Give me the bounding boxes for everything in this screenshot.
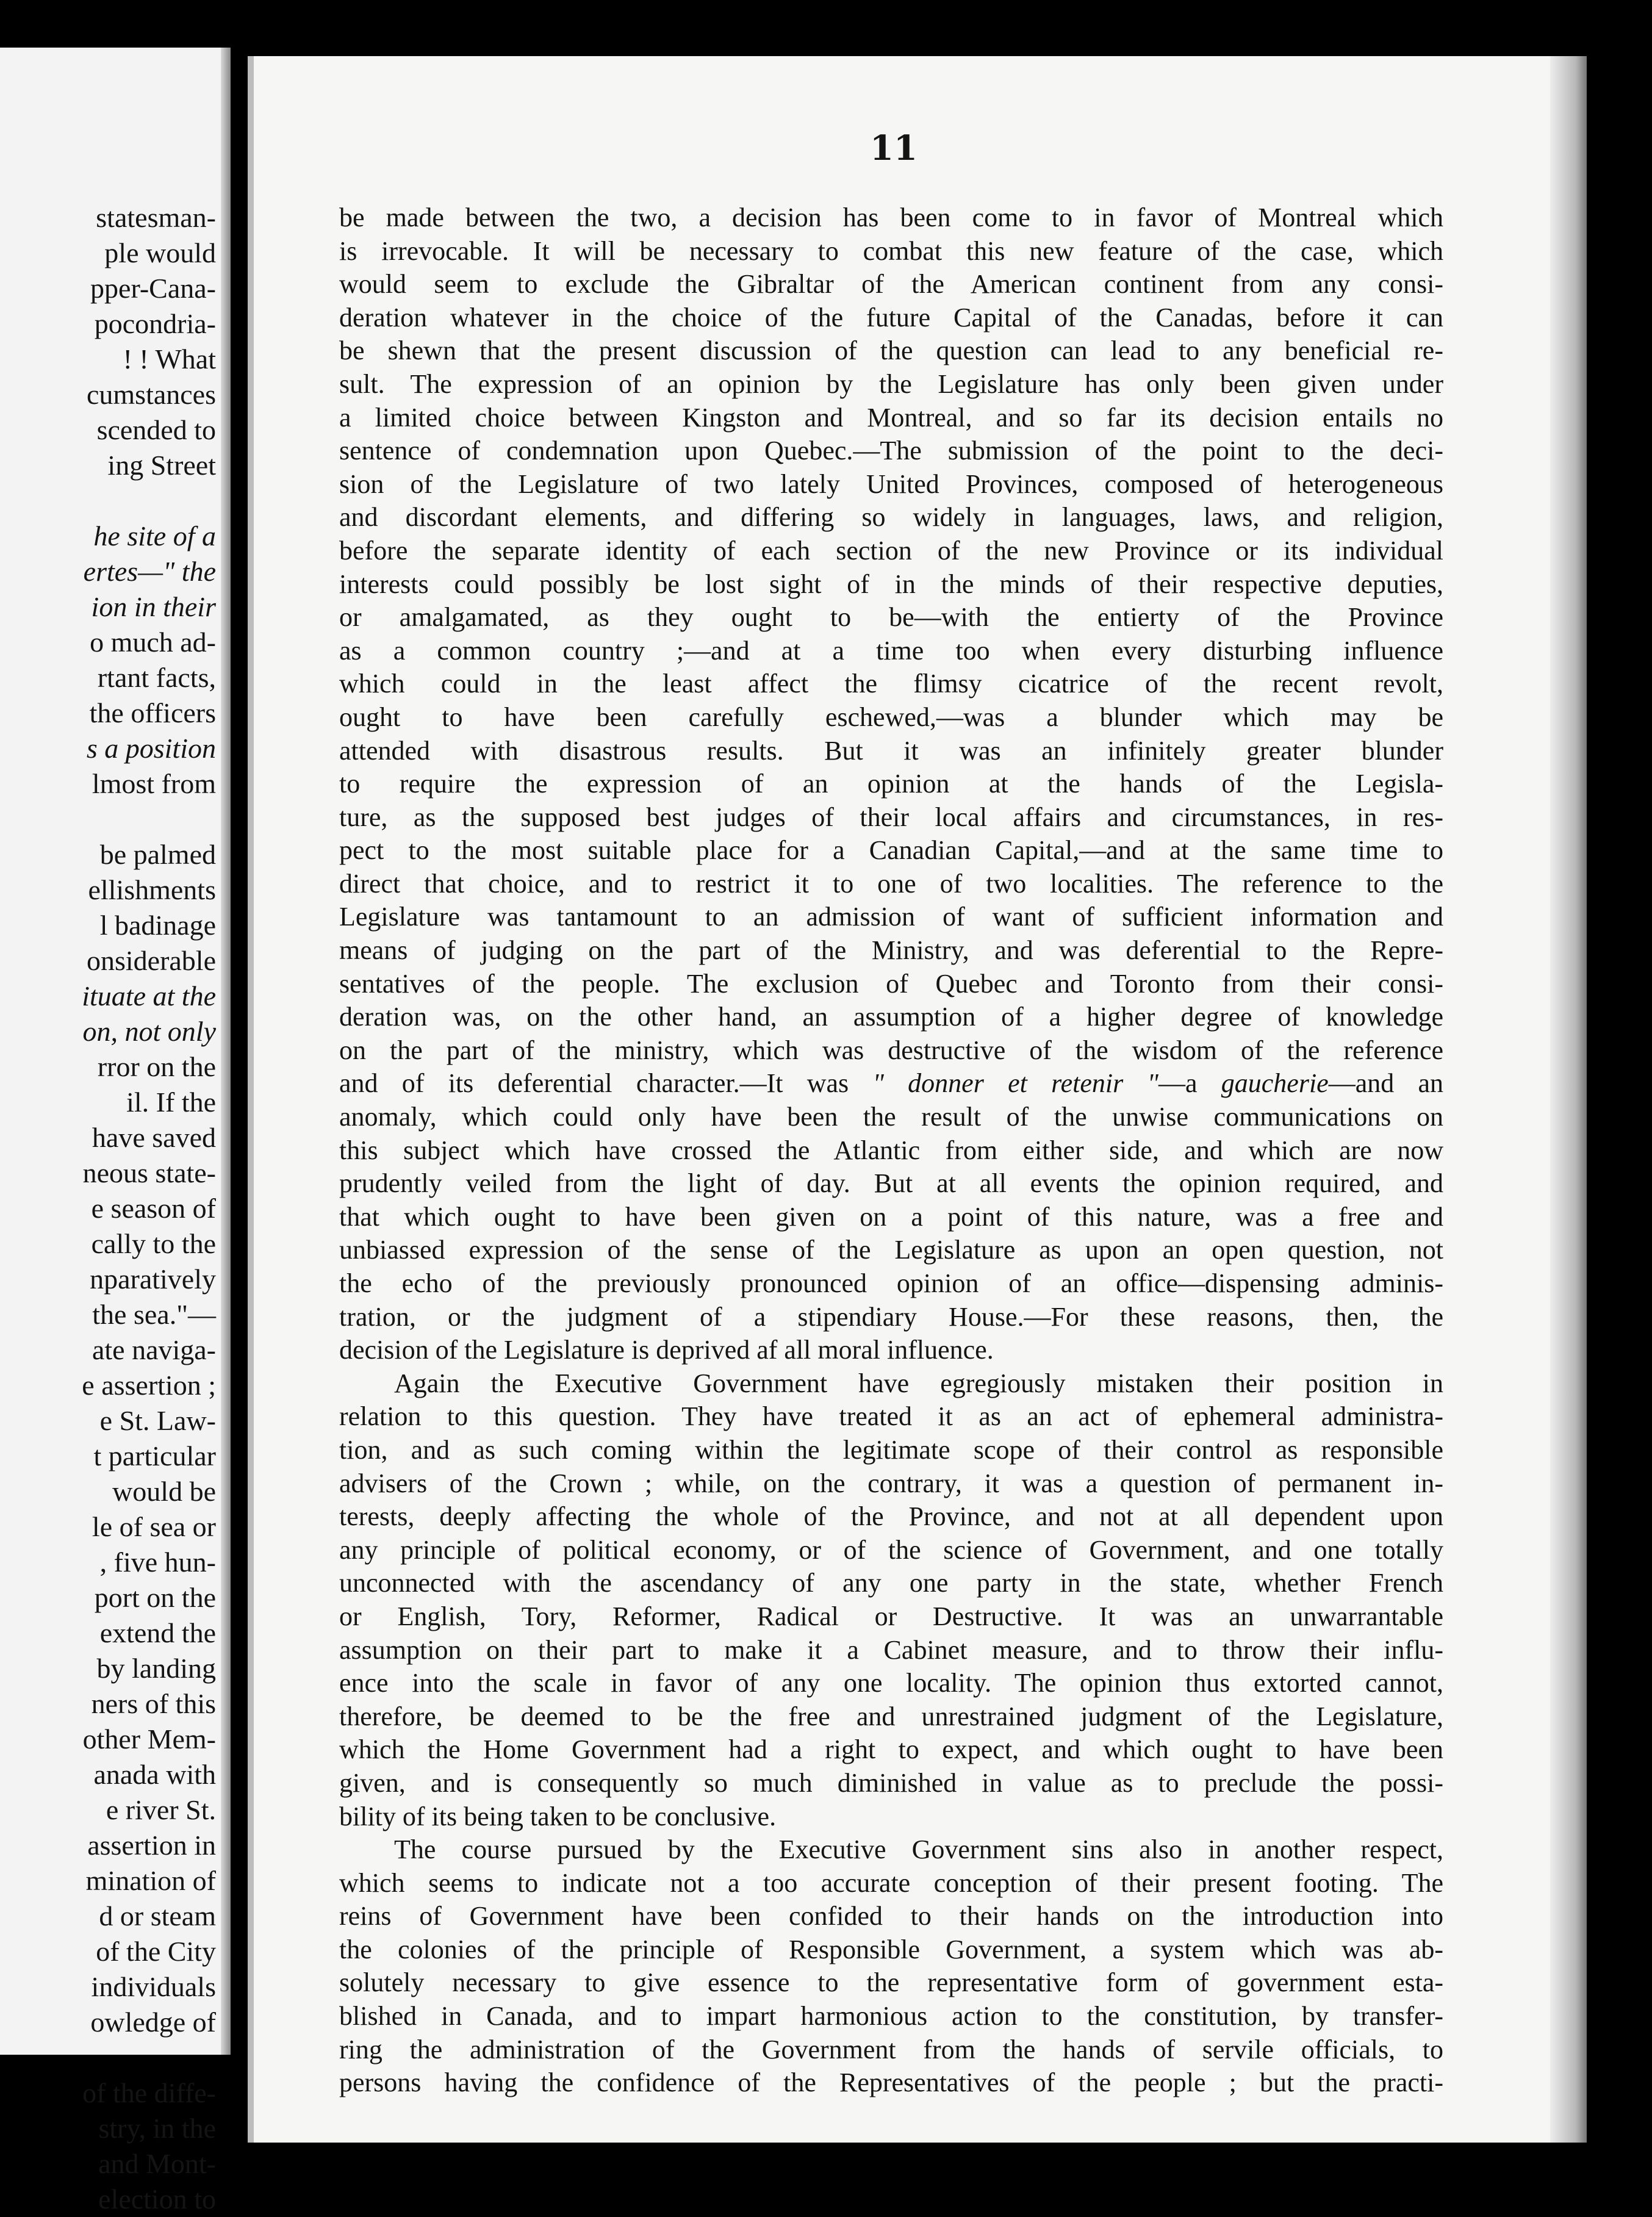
text-line: tration, or the judgment of a stipendiary House.—For these reasons, then, the [339, 1301, 1443, 1332]
facing-page-line: ate naviga- [92, 1334, 216, 1365]
facing-page-line [0, 483, 221, 519]
facing-page-line: , five hun- [99, 1547, 216, 1578]
text-line: which the Home Government had a right to expect, and which ought to have been [339, 1734, 1443, 1765]
text-line: ture, as the supposed best judges of their local affairs and circumstances, in res- [339, 802, 1443, 832]
facing-page-line: ituate at the [82, 980, 216, 1011]
text-line: ence into the scale in favor of any one locality. The opinion thus extorted cannot, [339, 1668, 1443, 1698]
facing-page-line: ion in their [91, 591, 216, 622]
text-line: before the separate identity of each section of the new Province or its individual [339, 535, 1443, 566]
facing-page-line: t particular [93, 1440, 216, 1471]
facing-page-line: have saved [92, 1122, 216, 1153]
facing-page-line: rtant facts, [97, 662, 216, 693]
italic-phrase: gaucherie [1221, 1068, 1329, 1099]
paragraph-1-continued [339, 1101, 1443, 1367]
facing-page-line: l badinage [99, 910, 216, 941]
text-line: bility of its being taken to be conclusive. [339, 1801, 777, 1831]
facing-page-line: of the diffe- [82, 2077, 216, 2108]
text-line: that which ought to have been given on a point of this nature, was a free and [339, 1201, 1443, 1232]
text-line: deration whatever in the choice of the future Capital of the Canadas, before it can [339, 302, 1443, 332]
text-line: reins of Government have been confided to their hands on the introduction into [339, 1901, 1443, 1931]
facing-page-line: e river St. [106, 1794, 216, 1825]
facing-page-line: port on the [94, 1582, 216, 1613]
facing-page-line: d or steam [99, 1900, 216, 1931]
text-line: prudently veiled from the light of day. But at all events the opinion required, and [339, 1168, 1443, 1199]
text-line: which could in the least affect the flimsy cicatrice of the recent revolt, [339, 669, 1443, 699]
text-line: on the part of the ministry, which was destructive of the wisdom of the reference [339, 1035, 1443, 1065]
paragraph-3 [339, 1833, 1443, 2100]
page-number: 11 [870, 128, 918, 168]
facing-page-line: onsiderable [86, 945, 216, 976]
text-line: assumption on their part to make it a Cabinet measure, and to throw their influ- [339, 1634, 1443, 1665]
text-line: and discordant elements, and differing so widely in languages, laws, and religion, [339, 502, 1443, 533]
page-edge [1550, 56, 1587, 2143]
text-line-segment: —and an [1328, 1068, 1444, 1099]
text-line: pect to the most suitable place for a Canadian Capital,—and at the same time to [339, 835, 1443, 866]
facing-page-line: mination of [85, 1865, 216, 1896]
text-line: be shewn that the present discussion of the question can lead to any beneficial re- [339, 336, 1443, 366]
page-gutter [248, 56, 254, 2143]
text-line: this subject which have crossed the Atlantic from either side, and which are now [339, 1135, 1443, 1165]
text-line: terests, deeply affecting the whole of the Province, and not at all dependent upon [339, 1501, 1443, 1532]
facing-page-line: pocondria- [94, 308, 216, 339]
text-line: Legislature was tantamount to an admission of want of sufficient information and [339, 902, 1443, 932]
facing-page-line: le of sea or [92, 1511, 216, 1542]
text-line: decision of the Legislature is deprived af all moral influence. [339, 1335, 994, 1365]
text-line-segment: —a [1158, 1068, 1198, 1099]
body-text [339, 201, 1443, 2100]
text-line: The course pursued by the Executive Government sins also in another respect, [394, 1834, 1443, 1865]
text-line: direct that choice, and to restrict it to one of two localities. The reference to the [339, 868, 1443, 899]
text-line: advisers of the Crown ; while, on the contrary, it was a question of permanent in- [339, 1468, 1443, 1498]
text-line: would seem to exclude the Gibraltar of the American continent from any consi- [339, 269, 1443, 300]
facing-page-line: ners of this [91, 1688, 216, 1719]
text-line: be made between the two, a decision has been come to in favor of Montreal which [339, 203, 1443, 232]
facing-page-line: the officers [89, 697, 216, 728]
paragraph-2 [339, 1367, 1443, 1833]
text-line: to require the expression of an opinion at the hands of the Legisla- [339, 769, 1443, 799]
page [248, 56, 1587, 2143]
facing-page-line: of the City [96, 1936, 216, 1967]
text-line-segment: and of its deferential character.—It was [339, 1068, 849, 1099]
facing-page-line: assertion in [87, 1830, 216, 1861]
facing-page-line: statesman- [96, 202, 216, 233]
facing-page-line: ertes—" the [83, 556, 216, 587]
facing-page-line: election to [98, 2183, 216, 2215]
facing-page-line: lmost from [92, 768, 216, 799]
text-line: interests could possibly be lost sight of in the minds of their respective deputies, [339, 569, 1443, 599]
text-line: persons having the confidence of the Representatives of the people ; but the practi- [339, 2068, 1443, 2098]
text-line: ring the administration of the Government from the hands of servile officials, to [339, 2034, 1443, 2064]
text-line: which seems to indicate not a too accurate conception of their present footing. The [339, 1867, 1443, 1898]
facing-page-line: s a position [86, 733, 216, 764]
text-line: is irrevocable. It will be necessary to combat this new feature of the case, which [339, 235, 1443, 266]
facing-page-line: would be [112, 1476, 216, 1507]
text-line: or amalgamated, as they ought to be—with the entierty of the Province [339, 602, 1443, 633]
text-line: or English, Tory, Reformer, Radical or Destructive. It was an unwarrantable [339, 1601, 1443, 1631]
facing-page-line: by landing [96, 1653, 216, 1684]
facing-page-line: and Mont- [98, 2148, 216, 2179]
text-line: unconnected with the ascendancy of any one party in the state, whether French [339, 1568, 1443, 1598]
text-line: therefore, be deemed to be the free and unrestrained judgment of the Legislature, [339, 1701, 1443, 1731]
text-line: tion, and as such coming within the legitimate scope of their control as responsible [339, 1434, 1443, 1465]
text-line: unbiassed expression of the sense of the Legislature as upon an open question, not [339, 1235, 1443, 1265]
text-line: Again the Executive Government have egregiously mistaken their position in [394, 1368, 1443, 1398]
facing-page-line: ! ! What [123, 343, 216, 375]
text-line: solutely necessary to give essence to the representative form of government esta- [339, 1967, 1443, 1998]
text-line: as a common country ;—and at a time too when every disturbing influence [339, 635, 1443, 666]
facing-page-line: extend the [99, 1617, 216, 1648]
facing-page-line: scended to [96, 414, 216, 445]
text-line: sentence of condemnation upon Quebec.—The submission of the point to the deci- [339, 436, 1443, 466]
text-line: given, and is consequently so much diminished in value as to preclude the possi- [339, 1767, 1443, 1798]
text-line: relation to this question. They have treated it as an act of ephemeral administra- [339, 1401, 1443, 1432]
text-line: means of judging on the part of the Ministry, and was deferential to the Repre- [339, 935, 1443, 966]
facing-page-line: cally to the [91, 1228, 216, 1259]
facing-page-line: e season of [91, 1193, 216, 1224]
facing-page-line: cumstances [86, 379, 216, 410]
facing-page-text [0, 200, 221, 2217]
facing-page-line: rror on the [97, 1051, 216, 1082]
text-line: the colonies of the principle of Responsible Government, a system which was ab- [339, 1934, 1443, 1964]
facing-page-line: the sea."— [92, 1299, 216, 1330]
text-line: sentatives of the people. The exclusion of Quebec and Toronto from their consi- [339, 968, 1443, 999]
facing-page-line: stry, in the [98, 2113, 216, 2144]
facing-page-line: neous state- [82, 1157, 216, 1188]
text-line: deration was, on the other hand, an assumption of a higher degree of knowledge [339, 1002, 1443, 1032]
facing-page-line: o much ad- [90, 627, 216, 658]
text-line: any principle of political economy, or of the science of Government, and one totally [339, 1534, 1443, 1565]
facing-page-line: individuals [91, 1971, 216, 2002]
italic-phrase: " donner et retenir " [872, 1068, 1158, 1099]
facing-page-line: ple would [104, 237, 216, 268]
facing-page-line: ellishments [88, 874, 216, 905]
facing-page-edge [221, 48, 231, 2055]
facing-page-line [0, 802, 221, 837]
facing-page-line [0, 2040, 221, 2075]
facing-page-line: other Mem- [82, 1723, 216, 1755]
text-line: the echo of the previously pronounced opinion of an office—dispensing adminis- [339, 1268, 1443, 1298]
text-line: sion of the Legislature of two lately United Provinces, composed of heterogeneous [339, 469, 1443, 499]
facing-page-line: e St. Law- [99, 1405, 216, 1436]
text-line: a limited choice between Kingston and Montreal, and so far its decision entails no [339, 402, 1443, 433]
text-line: blished in Canada, and to impart harmonious action to the constitution, by transfer- [339, 2001, 1443, 2032]
facing-page-line: nparatively [90, 1263, 216, 1295]
facing-page-line: pper-Cana- [90, 273, 216, 304]
facing-page-fragment [0, 48, 231, 2215]
text-line [339, 1067, 1443, 1101]
text-line: anomaly, which could only have been the result of the unwise communications on [339, 1102, 1443, 1132]
text-line: sult. The expression of an opinion by the Legislature has only been given under [339, 368, 1443, 399]
facing-page-line: owledge of [90, 2007, 216, 2038]
facing-page-line: ing Street [107, 450, 216, 481]
facing-page-line: on, not only [82, 1016, 216, 1047]
facing-page-line: il. If the [126, 1087, 216, 1118]
text-line: ought to have been carefully eschewed,—was a blunder which may be [339, 702, 1443, 732]
text-line: attended with disastrous results. But it was an infinitely greater blunder [339, 735, 1443, 766]
facing-page-line: anada with [93, 1759, 216, 1790]
facing-page-line: be palmed [99, 839, 216, 870]
facing-page-line: e assertion ; [82, 1370, 216, 1401]
facing-page-line: he site of a [93, 520, 216, 552]
paragraph-1 [339, 201, 1443, 1067]
